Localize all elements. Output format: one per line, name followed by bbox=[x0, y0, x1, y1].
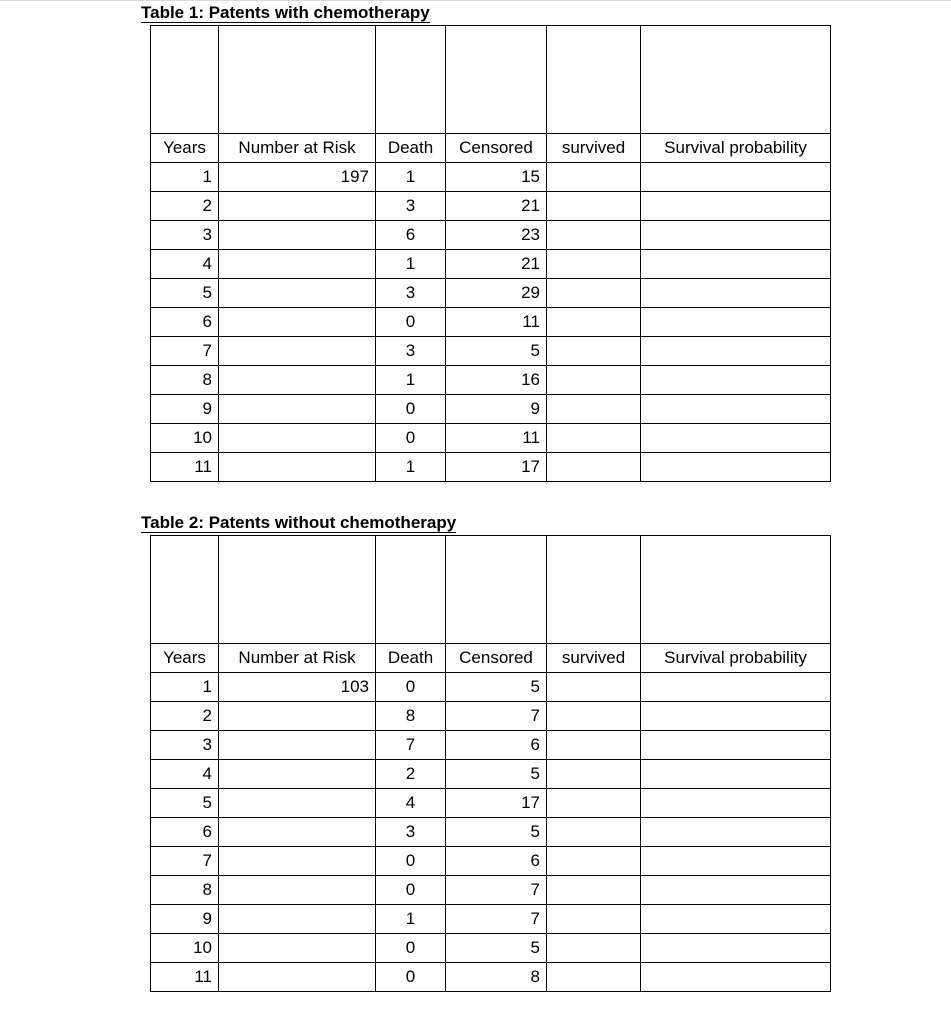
cell-censored: 17 bbox=[446, 789, 547, 818]
cell-censored: 7 bbox=[446, 702, 547, 731]
cell-number-at-risk bbox=[219, 453, 376, 482]
cell-number-at-risk bbox=[219, 308, 376, 337]
cell-survived bbox=[547, 934, 641, 963]
cell-censored: 5 bbox=[446, 818, 547, 847]
cell-survived bbox=[547, 702, 641, 731]
table-row bbox=[151, 760, 831, 789]
table-row bbox=[151, 905, 831, 934]
table1-header-row bbox=[151, 134, 831, 163]
cell-survived bbox=[547, 905, 641, 934]
cell-death: 1 bbox=[376, 453, 446, 482]
cell-survived bbox=[547, 395, 641, 424]
cell-number-at-risk bbox=[219, 876, 376, 905]
cell-number-at-risk bbox=[219, 279, 376, 308]
table1-caption bbox=[141, 3, 430, 23]
spacer-cell bbox=[376, 26, 446, 134]
header-death: Death bbox=[376, 134, 446, 163]
cell-survival-probability bbox=[641, 731, 831, 760]
header-years: Years bbox=[151, 644, 219, 673]
cell-censored: 5 bbox=[446, 760, 547, 789]
cell-years: 8 bbox=[151, 366, 219, 395]
cell-death: 1 bbox=[376, 250, 446, 279]
cell-years: 8 bbox=[151, 876, 219, 905]
spacer-cell bbox=[151, 536, 219, 644]
cell-survival-probability bbox=[641, 760, 831, 789]
cell-years: 9 bbox=[151, 395, 219, 424]
header-number-at-risk: Number at Risk bbox=[219, 134, 376, 163]
cell-survived bbox=[547, 221, 641, 250]
cell-survived bbox=[547, 424, 641, 453]
cell-censored: 23 bbox=[446, 221, 547, 250]
header-survival-probability: Survival probability bbox=[641, 134, 831, 163]
cell-survived bbox=[547, 760, 641, 789]
table-row bbox=[151, 192, 831, 221]
table1-body bbox=[151, 26, 831, 482]
cell-censored: 21 bbox=[446, 192, 547, 221]
cell-survived bbox=[547, 250, 641, 279]
cell-survival-probability bbox=[641, 453, 831, 482]
header-number-at-risk: Number at Risk bbox=[219, 644, 376, 673]
cell-censored: 29 bbox=[446, 279, 547, 308]
cell-survival-probability bbox=[641, 395, 831, 424]
cell-survival-probability bbox=[641, 163, 831, 192]
table-row bbox=[151, 934, 831, 963]
header-years: Years bbox=[151, 134, 219, 163]
cell-survived bbox=[547, 453, 641, 482]
spacer-cell bbox=[446, 26, 547, 134]
table-row bbox=[151, 337, 831, 366]
spacer-cell bbox=[547, 26, 641, 134]
header-censored: Censored bbox=[446, 134, 547, 163]
cell-survival-probability bbox=[641, 673, 831, 702]
table-row bbox=[151, 163, 831, 192]
cell-survived bbox=[547, 366, 641, 395]
cell-death: 1 bbox=[376, 163, 446, 192]
cell-number-at-risk bbox=[219, 760, 376, 789]
cell-survived bbox=[547, 308, 641, 337]
cell-censored: 8 bbox=[446, 963, 547, 992]
table-row bbox=[151, 731, 831, 760]
cell-survival-probability bbox=[641, 366, 831, 395]
cell-survival-probability bbox=[641, 905, 831, 934]
cell-number-at-risk bbox=[219, 395, 376, 424]
cell-censored: 6 bbox=[446, 731, 547, 760]
cell-survived bbox=[547, 673, 641, 702]
cell-survived bbox=[547, 847, 641, 876]
cell-death: 3 bbox=[376, 279, 446, 308]
cell-death: 0 bbox=[376, 934, 446, 963]
cell-death: 3 bbox=[376, 337, 446, 366]
table-row bbox=[151, 453, 831, 482]
cell-death: 8 bbox=[376, 702, 446, 731]
spacer-cell bbox=[376, 536, 446, 644]
cell-number-at-risk: 197 bbox=[219, 163, 376, 192]
cell-years: 1 bbox=[151, 163, 219, 192]
cell-years: 6 bbox=[151, 308, 219, 337]
cell-years: 2 bbox=[151, 702, 219, 731]
cell-survived bbox=[547, 279, 641, 308]
header-survival-probability: Survival probability bbox=[641, 644, 831, 673]
cell-survived bbox=[547, 731, 641, 760]
cell-survival-probability bbox=[641, 308, 831, 337]
cell-number-at-risk bbox=[219, 221, 376, 250]
spacer-cell bbox=[641, 26, 831, 134]
cell-survived bbox=[547, 876, 641, 905]
cell-number-at-risk: 103 bbox=[219, 673, 376, 702]
cell-censored: 5 bbox=[446, 673, 547, 702]
cell-number-at-risk bbox=[219, 963, 376, 992]
cell-survived bbox=[547, 789, 641, 818]
cell-years: 10 bbox=[151, 424, 219, 453]
table-row bbox=[151, 221, 831, 250]
cell-number-at-risk bbox=[219, 731, 376, 760]
table-row bbox=[151, 818, 831, 847]
cell-survival-probability bbox=[641, 279, 831, 308]
cell-survival-probability bbox=[641, 963, 831, 992]
cell-censored: 5 bbox=[446, 337, 547, 366]
cell-survival-probability bbox=[641, 250, 831, 279]
cell-death: 0 bbox=[376, 308, 446, 337]
cell-years: 3 bbox=[151, 221, 219, 250]
spacer-cell bbox=[219, 536, 376, 644]
cell-survival-probability bbox=[641, 789, 831, 818]
cell-years: 2 bbox=[151, 192, 219, 221]
cell-number-at-risk bbox=[219, 905, 376, 934]
spacer-cell bbox=[446, 536, 547, 644]
header-survived: survived bbox=[547, 644, 641, 673]
cell-survival-probability bbox=[641, 424, 831, 453]
cell-number-at-risk bbox=[219, 366, 376, 395]
table2-spacer-row bbox=[151, 536, 831, 644]
spacer-cell bbox=[219, 26, 376, 134]
cell-years: 11 bbox=[151, 963, 219, 992]
cell-years: 10 bbox=[151, 934, 219, 963]
cell-death: 0 bbox=[376, 876, 446, 905]
cell-years: 5 bbox=[151, 279, 219, 308]
table2 bbox=[150, 535, 831, 992]
cell-survived bbox=[547, 163, 641, 192]
cell-death: 1 bbox=[376, 366, 446, 395]
cell-years: 3 bbox=[151, 731, 219, 760]
table-row bbox=[151, 876, 831, 905]
table-row bbox=[151, 308, 831, 337]
cell-death: 0 bbox=[376, 424, 446, 453]
table-row bbox=[151, 250, 831, 279]
cell-death: 4 bbox=[376, 789, 446, 818]
cell-years: 4 bbox=[151, 760, 219, 789]
table2-caption bbox=[141, 513, 456, 533]
cell-censored: 5 bbox=[446, 934, 547, 963]
cell-death: 3 bbox=[376, 192, 446, 221]
cell-death: 6 bbox=[376, 221, 446, 250]
spacer-cell bbox=[641, 536, 831, 644]
table1-spacer-row bbox=[151, 26, 831, 134]
cell-survived bbox=[547, 192, 641, 221]
cell-death: 0 bbox=[376, 847, 446, 876]
table-row bbox=[151, 702, 831, 731]
cell-death: 0 bbox=[376, 963, 446, 992]
cell-survival-probability bbox=[641, 702, 831, 731]
cell-censored: 7 bbox=[446, 876, 547, 905]
cell-censored: 7 bbox=[446, 905, 547, 934]
cell-number-at-risk bbox=[219, 789, 376, 818]
cell-death: 0 bbox=[376, 395, 446, 424]
cell-survival-probability bbox=[641, 818, 831, 847]
cell-death: 1 bbox=[376, 905, 446, 934]
cell-death: 0 bbox=[376, 673, 446, 702]
spacer-cell bbox=[151, 26, 219, 134]
cell-survival-probability bbox=[641, 876, 831, 905]
cell-censored: 17 bbox=[446, 453, 547, 482]
cell-number-at-risk bbox=[219, 424, 376, 453]
cell-censored: 15 bbox=[446, 163, 547, 192]
cell-censored: 21 bbox=[446, 250, 547, 279]
cell-years: 7 bbox=[151, 337, 219, 366]
cell-years: 6 bbox=[151, 818, 219, 847]
table-row bbox=[151, 279, 831, 308]
header-censored: Censored bbox=[446, 644, 547, 673]
cell-censored: 6 bbox=[446, 847, 547, 876]
cell-censored: 11 bbox=[446, 308, 547, 337]
spacer-cell bbox=[547, 536, 641, 644]
cell-censored: 11 bbox=[446, 424, 547, 453]
header-survived: survived bbox=[547, 134, 641, 163]
cell-survived bbox=[547, 963, 641, 992]
table1 bbox=[150, 25, 831, 482]
cell-number-at-risk bbox=[219, 818, 376, 847]
table-row bbox=[151, 424, 831, 453]
table-row bbox=[151, 673, 831, 702]
table-row bbox=[151, 789, 831, 818]
table1-caption-text: Table 1: Patents with chemotherapy bbox=[141, 3, 430, 22]
cell-years: 1 bbox=[151, 673, 219, 702]
cell-number-at-risk bbox=[219, 847, 376, 876]
cell-survival-probability bbox=[641, 934, 831, 963]
cell-survival-probability bbox=[641, 337, 831, 366]
table2-header-row bbox=[151, 644, 831, 673]
table2-body bbox=[151, 536, 831, 992]
cell-years: 11 bbox=[151, 453, 219, 482]
cell-number-at-risk bbox=[219, 250, 376, 279]
table-row bbox=[151, 395, 831, 424]
cell-number-at-risk bbox=[219, 934, 376, 963]
cell-years: 4 bbox=[151, 250, 219, 279]
cell-number-at-risk bbox=[219, 702, 376, 731]
header-death: Death bbox=[376, 644, 446, 673]
cell-survived bbox=[547, 337, 641, 366]
cell-years: 9 bbox=[151, 905, 219, 934]
cell-survival-probability bbox=[641, 192, 831, 221]
cell-number-at-risk bbox=[219, 192, 376, 221]
cell-censored: 16 bbox=[446, 366, 547, 395]
page-top-border bbox=[0, 0, 951, 1]
cell-death: 3 bbox=[376, 818, 446, 847]
table-row bbox=[151, 847, 831, 876]
table-row bbox=[151, 963, 831, 992]
cell-years: 7 bbox=[151, 847, 219, 876]
cell-censored: 9 bbox=[446, 395, 547, 424]
cell-survival-probability bbox=[641, 221, 831, 250]
table2-caption-text: Table 2: Patents without chemotherapy bbox=[141, 513, 457, 532]
cell-number-at-risk bbox=[219, 337, 376, 366]
cell-survival-probability bbox=[641, 847, 831, 876]
table-row bbox=[151, 366, 831, 395]
cell-survived bbox=[547, 818, 641, 847]
cell-years: 5 bbox=[151, 789, 219, 818]
cell-death: 7 bbox=[376, 731, 446, 760]
cell-death: 2 bbox=[376, 760, 446, 789]
